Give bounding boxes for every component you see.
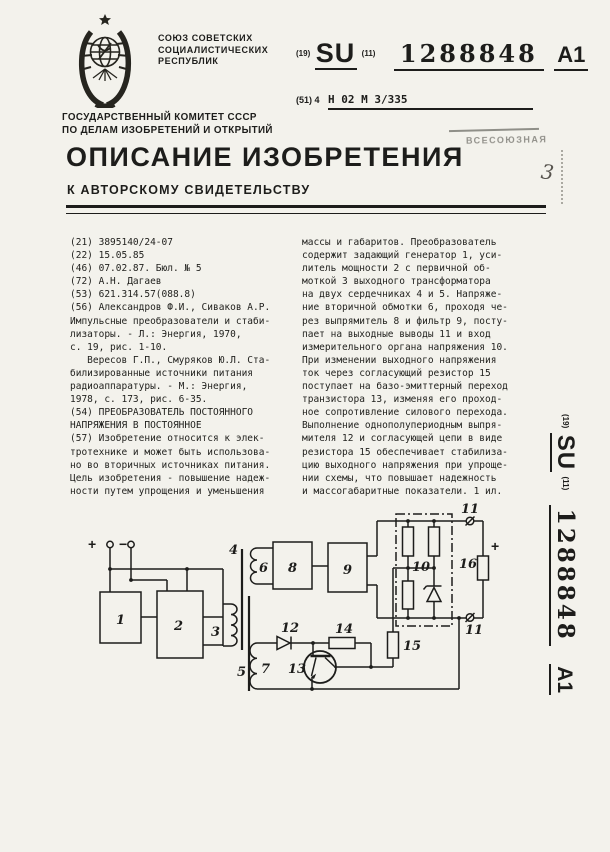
text-line: с. 19, рис. 1-10. [70, 341, 168, 353]
code-11: (11) [361, 49, 376, 58]
text-line: При изменении выходного напряжения [302, 354, 497, 366]
text-line: Импульсные преобразователи и стаби- [70, 315, 271, 327]
committee-line: ГОСУДАРСТВЕННЫЙ КОМИТЕТ СССР [62, 112, 257, 123]
handwritten-mark: 3 [539, 159, 556, 185]
publication-number-line [296, 38, 588, 69]
text-line: резистора 15 обеспечивает стабилиза- [302, 446, 508, 458]
text-line: (21) 3895140/24-07 [70, 237, 173, 248]
output-terminal-top [466, 517, 475, 526]
text-line: поступает на базо-эмиттерный переход [302, 381, 508, 393]
text-line: на двух сердечниках 4 и 5. Напряже- [302, 289, 503, 301]
text-line: измерительного органа напряжения 10. [302, 341, 508, 353]
label-3: 3 [211, 625, 221, 640]
block-amplifier-2 [141, 591, 203, 658]
text-line: ние вторичной обмотки 6, проходя че- [302, 302, 508, 314]
label-11-bottom: 11 [465, 623, 484, 638]
label-14: 14 [335, 622, 354, 637]
label-13: 13 [288, 662, 307, 677]
country-line: СОЮЗ СОВЕТСКИХ [158, 33, 253, 43]
side-code-19: (19) [561, 414, 570, 429]
text-line: транзистора 13, изменяя его проход- [302, 394, 503, 406]
text-line: радиоаппаратуры. - М.: Энергия, [70, 381, 248, 393]
text-line: (22) 15.05.85 [70, 250, 145, 262]
label-9: 9 [343, 563, 353, 578]
label-16: 16 [459, 557, 478, 572]
text-line: (53) 621.314.57(088.8) [70, 289, 196, 301]
ipc-prefix: (51) 4 [296, 95, 320, 105]
input-minus-sign: − [119, 536, 128, 552]
input-plus-sign: + [88, 536, 97, 552]
text-line: (46) 07.02.87. Бюл. № 5 [70, 263, 202, 275]
label-2: 2 [174, 619, 184, 634]
text-line: литель мощности 2 с первичной об- [302, 263, 491, 275]
text-line: (57) Изобретение относится к элек- [70, 433, 265, 445]
sun-rays [93, 69, 117, 81]
label-1: 1 [116, 613, 126, 628]
transistor-13 [304, 643, 393, 689]
text-line: нии схемы, что повышает надежность [302, 472, 497, 484]
side-publication-number [551, 414, 579, 695]
document-title: ОПИСАНИЕ ИЗОБРЕТЕНИЯ [66, 142, 464, 172]
text-line: ности путем упрощения и уменьшения [70, 485, 265, 497]
text-line: рез выпрямитель 8 и фильтр 9, посту- [302, 315, 508, 327]
text-line: Выполнение однополупериодным выпря- [302, 420, 503, 432]
stamp-underline [449, 128, 539, 132]
perforation-dots [561, 150, 563, 204]
label-15: 15 [403, 639, 422, 654]
label-4: 4 [229, 543, 239, 558]
text-line: ное сопротивление силового перехода. [302, 407, 508, 419]
junction-dots [108, 519, 461, 691]
document-subtitle: К АВТОРСКОМУ СВИДЕТЕЛЬСТВУ [67, 183, 311, 197]
text-line: тротехнике и может быть использова- [70, 446, 271, 458]
text-line: цию выходного напряжения при упроще- [302, 459, 508, 471]
label-5: 5 [237, 665, 247, 680]
label-12: 12 [281, 621, 300, 636]
ussr-emblem [72, 12, 138, 108]
text-line: ток через согласующий резистор 15 [302, 367, 491, 379]
output-plus-sign: + [491, 538, 500, 554]
text-line: (72) А.Н. Дагаев [70, 276, 162, 288]
side-number: 1288848 [549, 505, 579, 646]
text-line: Вересов Г.П., Смуряков Ю.Л. Ста- [70, 354, 271, 366]
text-line: билизированные источники питания [70, 367, 254, 379]
committee-line: ПО ДЕЛАМ ИЗОБРЕТЕНИЙ И ОТКРЫТИЙ [62, 125, 273, 136]
text-line: массы и габаритов. Преобразователь [302, 237, 497, 248]
label-11-top: 11 [461, 503, 480, 517]
resistor-15 [388, 632, 399, 667]
library-stamp: ВСЕСОЮЗНАЯ [465, 134, 548, 146]
output-terminal-bottom [466, 613, 475, 622]
label-8: 8 [288, 561, 298, 576]
text-line: Цель изобретения - повышение надеж- [70, 472, 271, 484]
country-name [158, 33, 268, 68]
output-rails [367, 521, 483, 689]
bibliography-column [70, 236, 300, 498]
label-10: 10 [412, 560, 431, 575]
diode-12 [277, 637, 329, 650]
text-line: но во вторичных источниках питания. [70, 459, 271, 471]
abstract-column [302, 236, 540, 498]
text-line: содержит задающий генератор 1, уси- [302, 250, 503, 262]
header-divider [66, 205, 546, 214]
kind-code: A1 [554, 42, 588, 71]
text-line: и массогабаритные показатели. 1 ил. [302, 485, 503, 497]
ipc-classification-line [296, 90, 533, 110]
ipc-class: H 02 M 3/335 [328, 93, 533, 110]
code-19: (19) [296, 49, 311, 58]
publication-number: 1288848 [394, 39, 544, 71]
country-code: SU [315, 38, 356, 68]
resistor-16 [478, 556, 489, 618]
country-line: СОЦИАЛИСТИЧЕСКИХ [158, 44, 269, 55]
zener-diode-icon [424, 586, 442, 602]
side-country-code: SU [552, 434, 579, 471]
text-line: моткой 3 выходного трансформатора [302, 276, 491, 288]
text-line: 1978, с. 173, рис. 6-35. [70, 394, 208, 406]
text-line: лизаторы. - Л.: Энергия, 1970, [70, 328, 242, 340]
text-line: НАПРЯЖЕНИЯ В ПОСТОЯННОЕ [70, 420, 202, 432]
side-kind-code: A1 [549, 664, 576, 695]
circuit-diagram [55, 503, 555, 815]
side-code-11: (11) [561, 476, 570, 491]
label-7: 7 [261, 662, 271, 677]
committee-name [62, 111, 273, 137]
star-icon [99, 14, 111, 25]
text-line: (56) Александров Ф.И., Сиваков А.Р. [70, 302, 271, 314]
country-line: РЕСПУБЛИК [158, 56, 219, 66]
text-line: мителя 12 и согласующей цепи в виде [302, 433, 503, 445]
text-line: (54) ПРЕОБРАЗОВАТЕЛЬ ПОСТОЯННОГО [70, 407, 254, 419]
label-6: 6 [259, 561, 269, 576]
text-line: пает на выходные выводы 11 и вход [302, 328, 491, 340]
